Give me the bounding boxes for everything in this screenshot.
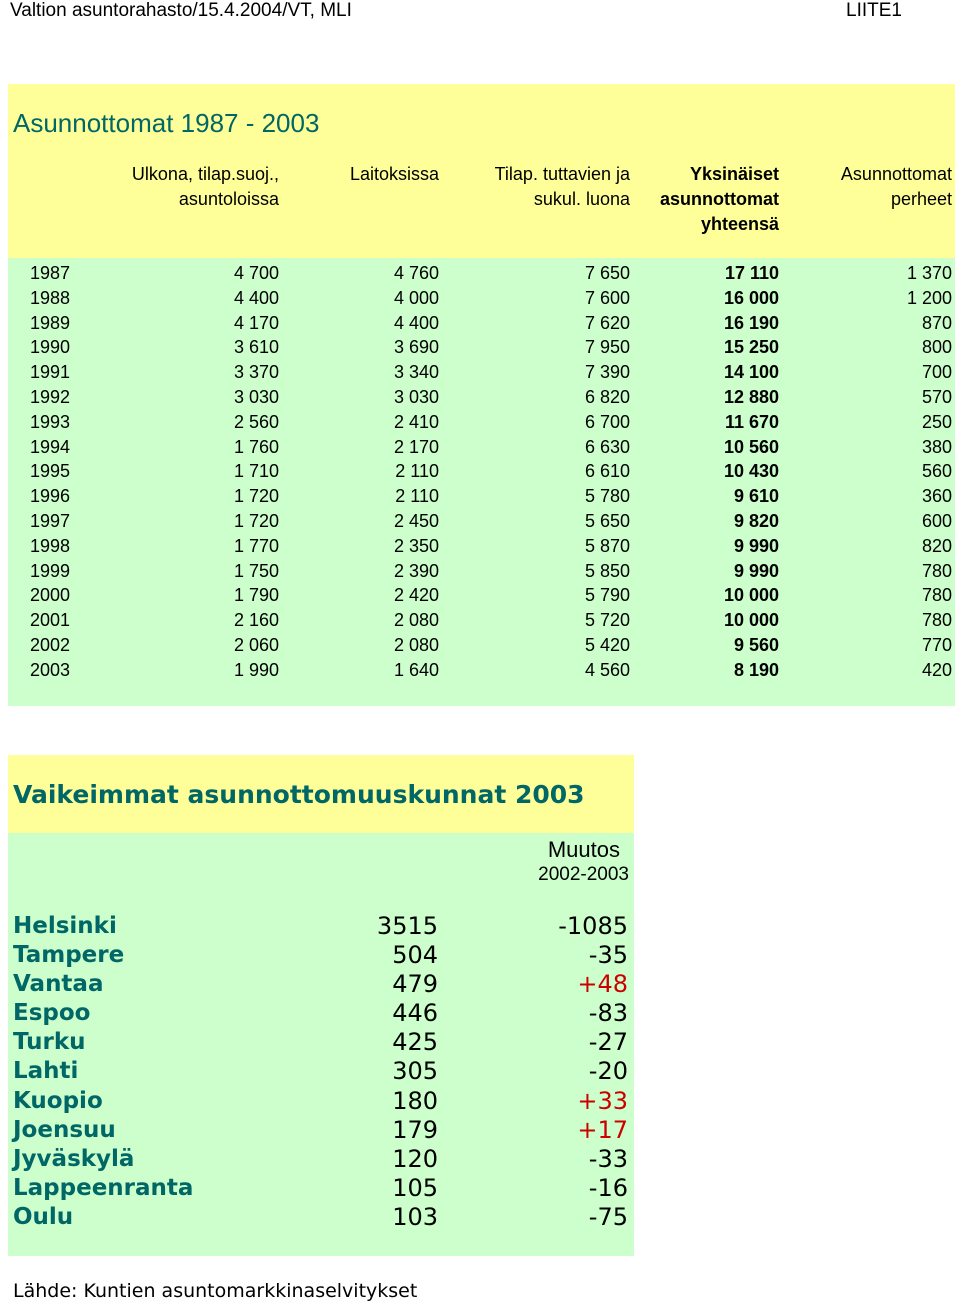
homeless-count: 479 <box>392 970 438 999</box>
year-cell: 1987 <box>30 263 71 283</box>
perheet-cell: 360 <box>921 486 952 507</box>
table-row <box>0 435 960 460</box>
ulkona-cell: 4 400 <box>233 287 279 308</box>
yksinaiset-cell: 14 100 <box>723 362 779 383</box>
table-row <box>0 1028 960 1057</box>
tuttavien-cell: 7 600 <box>584 287 630 308</box>
table-row <box>0 559 960 584</box>
colhead-line: Yksinäiset <box>689 164 779 184</box>
table1-rows <box>0 261 960 683</box>
year-cell: 2003 <box>30 659 71 680</box>
change-value: -20 <box>588 1057 628 1086</box>
tuttavien-cell: 4 560 <box>584 659 630 680</box>
year-cell: 2002 <box>30 634 71 655</box>
tuttavien-cell: 7 620 <box>584 312 630 333</box>
yksinaiset-cell: 15 250 <box>723 337 779 358</box>
homeless-count: 103 <box>392 1202 438 1231</box>
table-row <box>0 311 960 336</box>
ulkona-cell: 4 700 <box>233 263 279 283</box>
table-row <box>0 941 960 970</box>
ulkona-cell: 1 760 <box>233 436 279 457</box>
tuttavien-cell: 7 950 <box>584 337 630 358</box>
tuttavien-cell: 5 780 <box>584 486 630 507</box>
tuttavien-cell: 5 790 <box>584 585 630 606</box>
tuttavien-cell: 7 650 <box>584 263 630 283</box>
city-name: Joensuu <box>13 1116 116 1143</box>
year-cell: 2000 <box>30 585 71 606</box>
year-cell: 1995 <box>30 461 71 482</box>
laitoksissa-cell: 2 170 <box>393 436 439 457</box>
yksinaiset-cell: 8 190 <box>733 659 779 680</box>
table-row <box>0 459 960 484</box>
source-note: Lähde: Kuntien asuntomarkkinaselvitykset <box>13 1280 418 1302</box>
yksinaiset-cell: 9 820 <box>733 510 779 531</box>
ulkona-cell: 1 750 <box>233 560 279 581</box>
table-row <box>0 534 960 559</box>
laitoksissa-cell: 4 000 <box>393 287 439 308</box>
homeless-count: 179 <box>392 1115 438 1144</box>
laitoksissa-cell: 2 110 <box>395 486 439 507</box>
tuttavien-cell: 5 870 <box>584 535 630 556</box>
table-row <box>0 484 960 509</box>
document-header-left: Valtion asuntorahasto/15.4.2004/VT, MLI <box>10 0 352 21</box>
change-value: -16 <box>588 1173 628 1202</box>
table-row <box>0 999 960 1028</box>
homeless-count: 425 <box>392 1028 438 1057</box>
city-name: Lahti <box>13 1058 79 1085</box>
year-cell: 2001 <box>30 610 71 631</box>
table-row <box>0 410 960 435</box>
laitoksissa-cell: 2 350 <box>393 535 439 556</box>
laitoksissa-cell: 3 030 <box>393 386 439 407</box>
ulkona-cell: 1 790 <box>233 585 279 606</box>
table-row <box>0 1174 960 1203</box>
homeless-count: 120 <box>392 1144 438 1173</box>
city-name: Jyväskylä <box>13 1145 135 1172</box>
table-row <box>0 658 960 683</box>
yksinaiset-cell: 9 990 <box>733 535 779 556</box>
year-cell: 1996 <box>30 486 71 507</box>
tuttavien-cell: 5 420 <box>584 634 630 655</box>
perheet-cell: 780 <box>921 585 952 606</box>
perheet-cell: 380 <box>921 436 952 457</box>
year-cell: 1998 <box>30 535 71 556</box>
year-cell: 1989 <box>30 312 71 333</box>
perheet-cell: 820 <box>921 535 952 556</box>
table1-colhead-perheet <box>841 162 952 212</box>
laitoksissa-cell: 4 400 <box>393 312 439 333</box>
city-name: Espoo <box>13 1000 91 1027</box>
tuttavien-cell: 5 850 <box>584 560 630 581</box>
ulkona-cell: 1 710 <box>233 461 279 482</box>
year-cell: 1999 <box>30 560 71 581</box>
tuttavien-cell: 7 390 <box>584 362 630 383</box>
yksinaiset-cell: 9 560 <box>733 634 779 655</box>
table-row <box>0 633 960 658</box>
laitoksissa-cell: 2 420 <box>393 585 439 606</box>
ulkona-cell: 3 610 <box>233 337 279 358</box>
colhead-line: Laitoksissa <box>349 164 439 184</box>
ulkona-cell: 2 560 <box>233 411 279 432</box>
table2-change-header: Muutos <box>547 837 620 862</box>
colhead-line: asunnottomat <box>660 189 779 209</box>
perheet-cell: 800 <box>921 337 952 358</box>
table1-colhead-laitoksissa <box>350 162 439 187</box>
laitoksissa-cell: 1 640 <box>393 659 439 680</box>
year-cell: 1993 <box>30 411 71 432</box>
change-value: -75 <box>588 1202 628 1231</box>
colhead-line: Asunnottomat <box>840 164 952 184</box>
year-cell: 1997 <box>30 510 71 531</box>
ulkona-cell: 3 030 <box>233 386 279 407</box>
homeless-count: 305 <box>392 1057 438 1086</box>
city-name: Tampere <box>13 942 125 969</box>
tuttavien-cell: 5 650 <box>584 510 630 531</box>
colhead-line: yhteensä <box>700 214 779 234</box>
perheet-cell: 570 <box>921 386 952 407</box>
perheet-cell: 420 <box>921 659 952 680</box>
laitoksissa-cell: 3 340 <box>393 362 439 383</box>
table-row <box>0 1203 960 1232</box>
laitoksissa-cell: 2 450 <box>393 510 439 531</box>
yksinaiset-cell: 17 110 <box>724 263 779 283</box>
table2-rows <box>0 912 960 1232</box>
change-value: +17 <box>577 1115 628 1144</box>
colhead-line: Tilap. tuttavien ja <box>494 164 630 184</box>
table-row <box>0 509 960 534</box>
table-row <box>0 608 960 633</box>
ulkona-cell: 1 990 <box>233 659 279 680</box>
homeless-count: 105 <box>392 1173 438 1202</box>
yksinaiset-cell: 10 000 <box>723 610 779 631</box>
ulkona-cell: 2 060 <box>233 634 279 655</box>
change-value: -35 <box>588 941 628 970</box>
table-row <box>0 261 960 286</box>
yksinaiset-cell: 16 190 <box>723 312 779 333</box>
perheet-cell: 1 200 <box>906 287 952 308</box>
document-header-right: LIITE1 <box>846 0 902 21</box>
table-row <box>0 1087 960 1116</box>
ulkona-cell: 3 370 <box>233 362 279 383</box>
city-name: Vantaa <box>13 971 104 998</box>
perheet-cell: 700 <box>921 362 952 383</box>
colhead-line: perheet <box>890 189 952 209</box>
homeless-count: 504 <box>392 941 438 970</box>
perheet-cell: 780 <box>921 560 952 581</box>
city-name: Lappeenranta <box>13 1174 194 1201</box>
change-value: +48 <box>577 970 628 999</box>
perheet-cell: 1 370 <box>906 263 952 283</box>
table1-colhead-ulkona <box>132 162 279 212</box>
homeless-count: 3515 <box>376 912 438 940</box>
tuttavien-cell: 6 820 <box>584 386 630 407</box>
perheet-cell: 560 <box>921 461 952 482</box>
laitoksissa-cell: 2 080 <box>393 610 439 631</box>
table-row <box>0 1057 960 1086</box>
yksinaiset-cell: 16 000 <box>723 287 779 308</box>
ulkona-cell: 2 160 <box>233 610 279 631</box>
laitoksissa-cell: 2 410 <box>393 411 439 432</box>
colhead-line: asuntoloissa <box>178 189 279 209</box>
tuttavien-cell: 6 700 <box>584 411 630 432</box>
tuttavien-cell: 5 720 <box>584 610 630 631</box>
yksinaiset-cell: 9 990 <box>733 560 779 581</box>
table-row <box>0 1145 960 1174</box>
ulkona-cell: 1 720 <box>233 486 279 507</box>
yksinaiset-cell: 10 430 <box>723 461 779 482</box>
yksinaiset-cell: 12 880 <box>723 386 779 407</box>
table-row <box>0 385 960 410</box>
table-row <box>0 583 960 608</box>
perheet-cell: 770 <box>921 634 952 655</box>
laitoksissa-cell: 3 690 <box>393 337 439 358</box>
change-value: -27 <box>588 1028 628 1057</box>
colhead-line: Ulkona, tilap.suoj., <box>131 164 279 184</box>
change-value: -1085 <box>558 912 628 940</box>
table-row <box>0 1116 960 1145</box>
city-name: Oulu <box>13 1203 74 1230</box>
table2-change-period: 2002-2003 <box>538 864 629 885</box>
change-value: -83 <box>588 999 628 1028</box>
laitoksissa-cell: 4 760 <box>393 263 439 283</box>
city-name: Turku <box>13 1029 86 1056</box>
laitoksissa-cell: 2 080 <box>393 634 439 655</box>
perheet-cell: 600 <box>921 510 952 531</box>
yksinaiset-cell: 10 000 <box>723 585 779 606</box>
change-value: -33 <box>588 1144 628 1173</box>
table-row <box>0 912 960 941</box>
city-name: Kuopio <box>13 1087 103 1114</box>
table2-title: Vaikeimmat asunnottomuuskunnat 2003 <box>13 780 585 809</box>
yksinaiset-cell: 11 670 <box>724 411 779 432</box>
ulkona-cell: 4 170 <box>233 312 279 333</box>
table-row <box>0 970 960 999</box>
yksinaiset-cell: 10 560 <box>723 436 779 457</box>
city-name: Helsinki <box>13 913 117 939</box>
table1-colhead-yksinaiset <box>660 162 779 237</box>
tuttavien-cell: 6 610 <box>584 461 630 482</box>
yksinaiset-cell: 9 610 <box>733 486 779 507</box>
table-row <box>0 360 960 385</box>
homeless-count: 446 <box>392 999 438 1028</box>
tuttavien-cell: 6 630 <box>584 436 630 457</box>
year-cell: 1988 <box>30 287 71 308</box>
table1-colhead-tuttavien <box>495 162 630 212</box>
year-cell: 1992 <box>30 386 71 407</box>
perheet-cell: 250 <box>921 411 952 432</box>
year-cell: 1990 <box>30 337 71 358</box>
ulkona-cell: 1 770 <box>233 535 279 556</box>
year-cell: 1994 <box>30 436 71 457</box>
laitoksissa-cell: 2 390 <box>393 560 439 581</box>
laitoksissa-cell: 2 110 <box>395 461 439 482</box>
perheet-cell: 870 <box>921 312 952 333</box>
table-row <box>0 286 960 311</box>
table-row <box>0 335 960 360</box>
ulkona-cell: 1 720 <box>233 510 279 531</box>
homeless-count: 180 <box>392 1086 438 1115</box>
year-cell: 1991 <box>30 362 71 383</box>
perheet-cell: 780 <box>921 610 952 631</box>
colhead-line: sukul. luona <box>533 189 630 209</box>
change-value: +33 <box>577 1086 628 1115</box>
table1-title: Asunnottomat 1987 - 2003 <box>13 108 320 138</box>
